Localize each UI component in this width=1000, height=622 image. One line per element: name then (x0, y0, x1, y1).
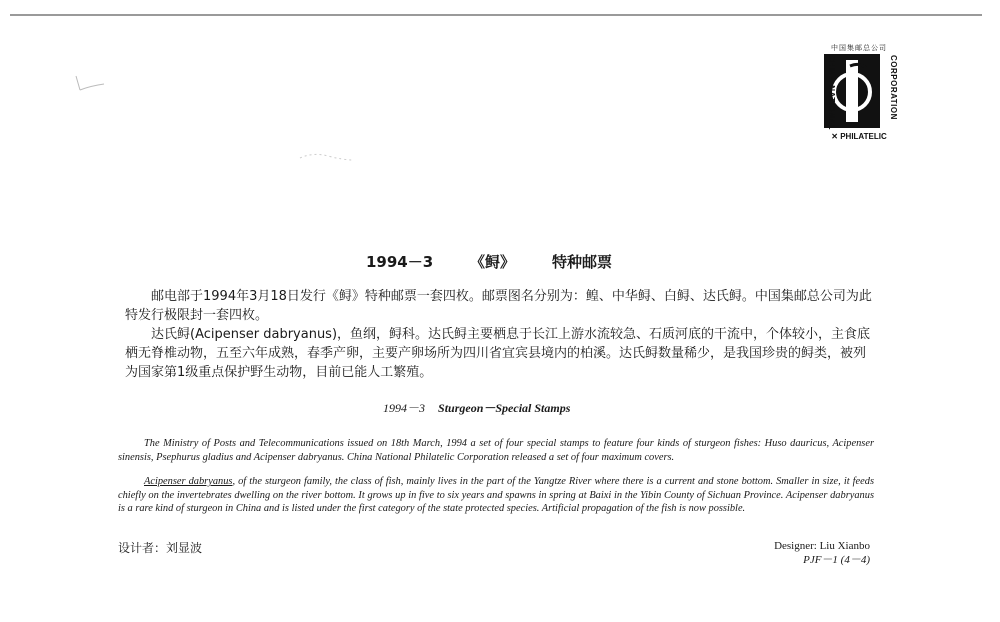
designer-name-en: Designer: Liu Xianbo (774, 540, 870, 552)
english-paragraph-issue: The Ministry of Posts and Telecommunications issued on 18th March, 1994 a set of four special stamps to feature four kinds of sturgeon fishes: Huso dauricus, Acipenser sinensis, Psephurus gladius and Acipenser dabryanus. China National Philatelic Corporation released a set of four maximum covers. (118, 438, 874, 463)
logo-side-right: CORPORATION (889, 55, 898, 120)
english-heading (383, 399, 570, 416)
top-rule (10, 14, 982, 16)
issue-number-en: 1994－3 (383, 401, 426, 415)
stamp-type-cn: 特种邮票 (552, 253, 613, 271)
description-text: , of the sturgeon family, the class of fish, mainly lives in the part of the Yangtze River where there is a current and stone bottom. Smaller in size, it feeds chiefly on the invertebrates dwelling on the river bottom. It grows up in five to six years and spawns in spring at Baixi in the Yibin County of Sichuan Province. Acipenser dabryanus is a rare kind of sturgeon in China and is listed under the first category of the state protected species. Artificial propagation of the fish is now possible. (118, 476, 874, 515)
stamp-name-cn: 《鲟》 (470, 253, 516, 271)
paper-mark (70, 72, 110, 102)
issue-number-cn: 1994－3 (366, 253, 434, 271)
logo-bottom-label: PHILATELIC (840, 132, 887, 141)
stamp-hinge-icon: ✕ (831, 132, 838, 141)
chinese-heading (0, 251, 1000, 275)
designer-credit-cn: 设计者：刘显波 (118, 541, 203, 555)
logo-chinese-text: 中国集邮总公司 (831, 44, 887, 52)
logo-bottom-text (818, 132, 900, 141)
designer-credit-en (774, 539, 870, 567)
cover-code: PJF－1 (4－4) (803, 554, 870, 566)
chinese-paragraph-description: 达氏鲟(Acipenser dabryanus)，鱼纲，鲟科。达氏鲟主要栖息于长江上游水流较急、石质河底的干流中，个体较小，主食底栖无脊椎动物，五至六年成熟，春季产卵，主要产卵场所为四川省宜宾县境内的柏溪。达氏鲟数量稀少，是我国珍贵的鲟类，被列为国家第1级重点保护野生动物，目前已能人工繁殖。 (125, 327, 871, 380)
philatelic-corporation-logo (818, 43, 900, 143)
english-paragraph-description (118, 475, 874, 516)
species-name-underlined: Acipenser dabryanus (144, 476, 233, 487)
paper-speck (298, 148, 358, 168)
logo-side-left: CHINA NATIONAL (827, 55, 836, 130)
stamp-title-en: Sturgeon－Special Stamps (438, 401, 571, 415)
chinese-paragraph-issue: 邮电部于1994年3月18日发行《鲟》特种邮票一套四枚。邮票图名分别为：鳇、中华鲟、白鲟、达氏鲟。中国集邮总公司为此特发行极限封一套四枚。 (125, 289, 872, 323)
